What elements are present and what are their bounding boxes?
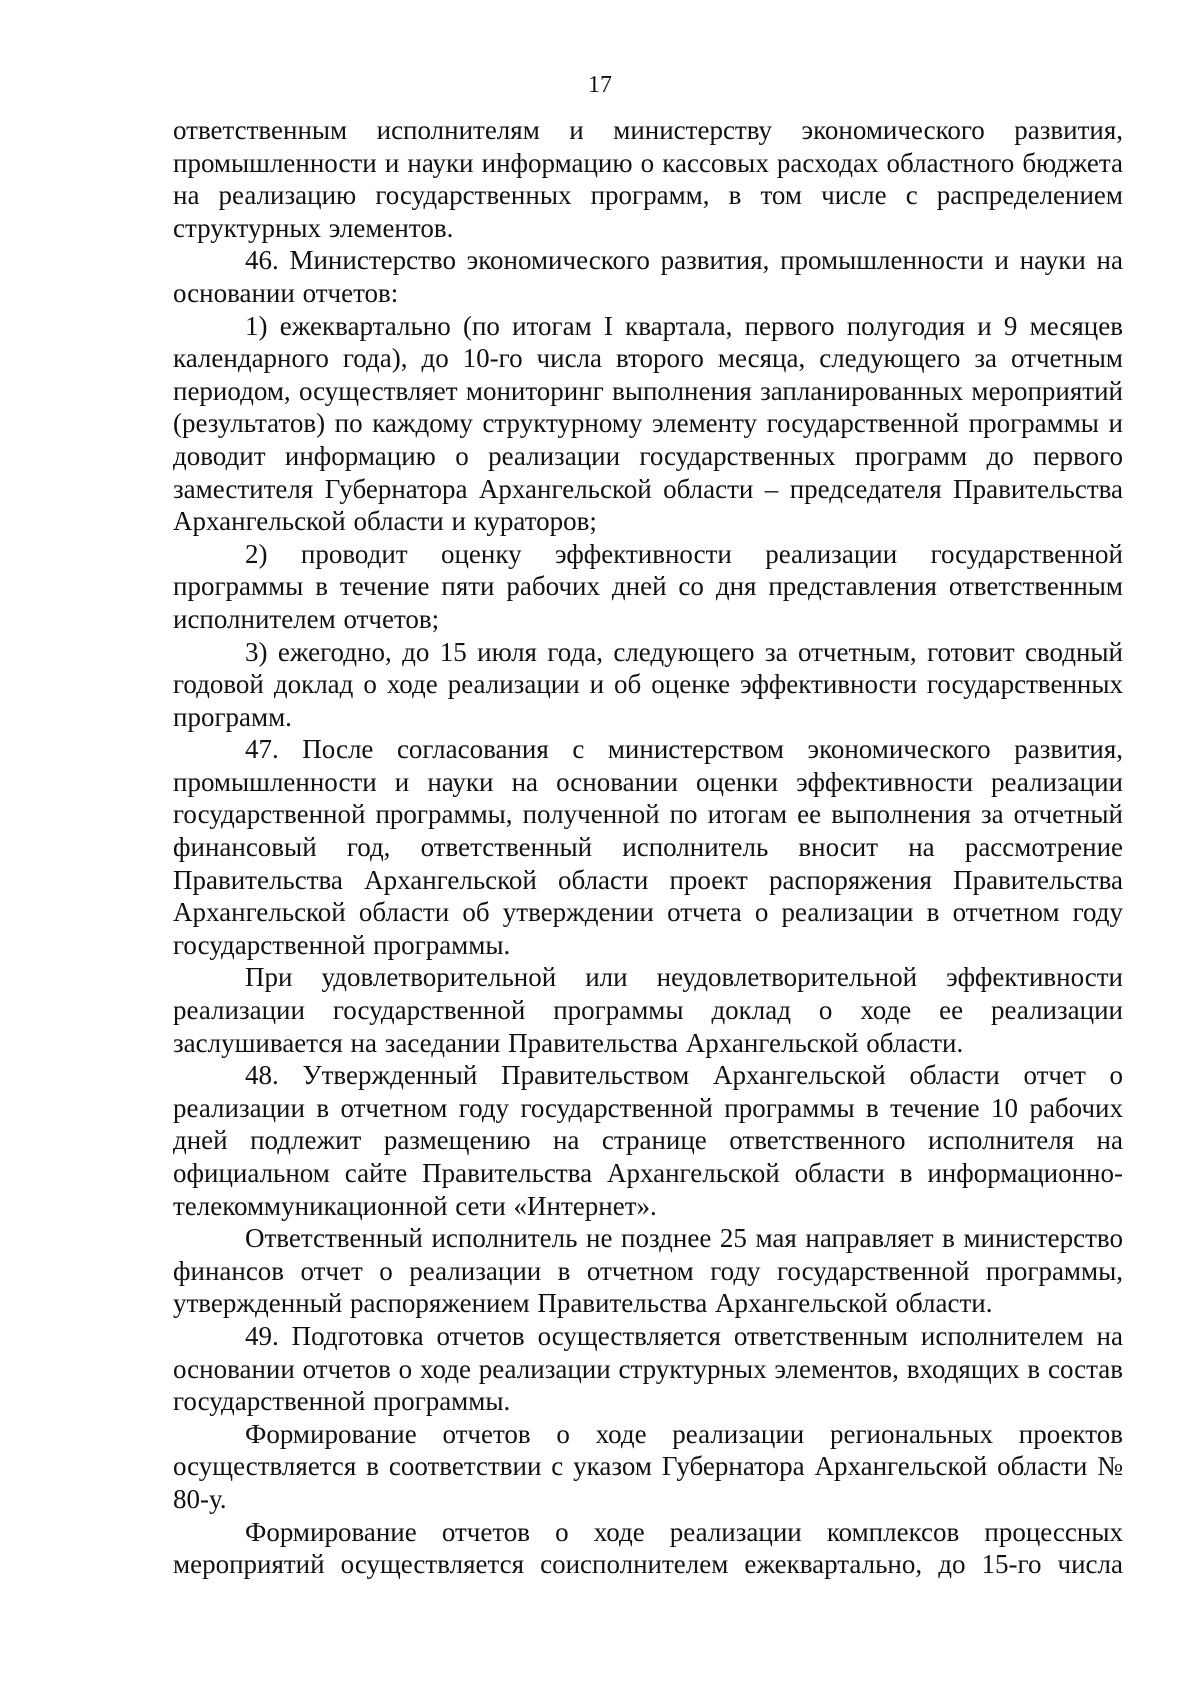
paragraph-subitem-2: 2) проводит оценку эффективности реализации государственной программы в течение пяти рабочих дней со дня представления ответственным исполнителем отчетов;	[173, 538, 1123, 634]
paragraph-process-complexes: Формирование отчетов о ходе реализации комплексов процессных мероприятий осуществляется соисполнителем ежеквартально, до 15-го числа	[173, 1516, 1123, 1580]
paragraph-item-48: 48. Утвержденный Правительством Архангельской области отчет о реализации в отчетном году государственной программы в течение 10 рабочих дней подлежит размещению на странице ответственного исполнителя на официальном сайте Правительства Архангельской области в информационно-телекоммуникационной сети «Интернет».	[173, 1060, 1123, 1221]
paragraph-item-47: 47. После согласования с министерством экономического развития, промышленности и науки на основании оценки эффективности реализации государственной программы, полученной по итогам ее выполнения за отчетный финансовый год, ответственный исполнитель вносит на рассмотрение Правительства Архангельской области проект распоряжения Правительства Архангельской области об утверждении отчета о реализации в отчетном году государственной программы.	[173, 734, 1123, 960]
paragraph-item-49: 49. Подготовка отчетов осуществляется ответственным исполнителем на основании отчетов о ходе реализации структурных элементов, входящих в состав государственной программы.	[173, 1320, 1123, 1417]
document-body	[173, 114, 1123, 1581]
paragraph-continuation: ответственным исполнителям и министерству экономического развития, промышленности и науки информацию о кассовых расходах областного бюджета на реализацию государственных программ, в том числе с распределением структурных элементов.	[173, 115, 1123, 243]
paragraph-subitem-1: 1) ежеквартально (по итогам I квартала, первого полугодия и 9 месяцев календарного года), до 10-го числа второго месяца, следующего за отчетным периодом, осуществляет мониторинг выполнения запланированных мероприятий (результатов) по каждому структурному элементу государственной программы и доводит информацию о реализации государственных программ до первого заместителя Губернатора Архангельской области – председателя Правительства Архангельской области и кураторов;	[173, 310, 1123, 537]
paragraph-regional-projects: Формирование отчетов о ходе реализации региональных проектов осуществляется в соответствии с указом Губернатора Архангельской области № 80-у.	[173, 1418, 1123, 1514]
paragraph-item-48-note: Ответственный исполнитель не позднее 25 мая направляет в министерство финансов отчет о реализации в отчетном году государственной программы, утвержденный распоряжением Правительства Архангельской области.	[173, 1223, 1123, 1319]
paragraph-item-47-note: При удовлетворительной или неудовлетворительной эффективности реализации государственной программы доклад о ходе ее реализации заслушивается на заседании Правительства Архангельской области.	[173, 962, 1123, 1058]
paragraph-subitem-3: 3) ежегодно, до 15 июля года, следующего за отчетным, готовит сводный годовой доклад о ходе реализации и об оценке эффективности государственных программ.	[173, 636, 1123, 732]
paragraph-item-46: 46. Министерство экономического развития, промышленности и науки на основании отчетов:	[173, 245, 1123, 308]
page-number: 17	[588, 72, 612, 98]
